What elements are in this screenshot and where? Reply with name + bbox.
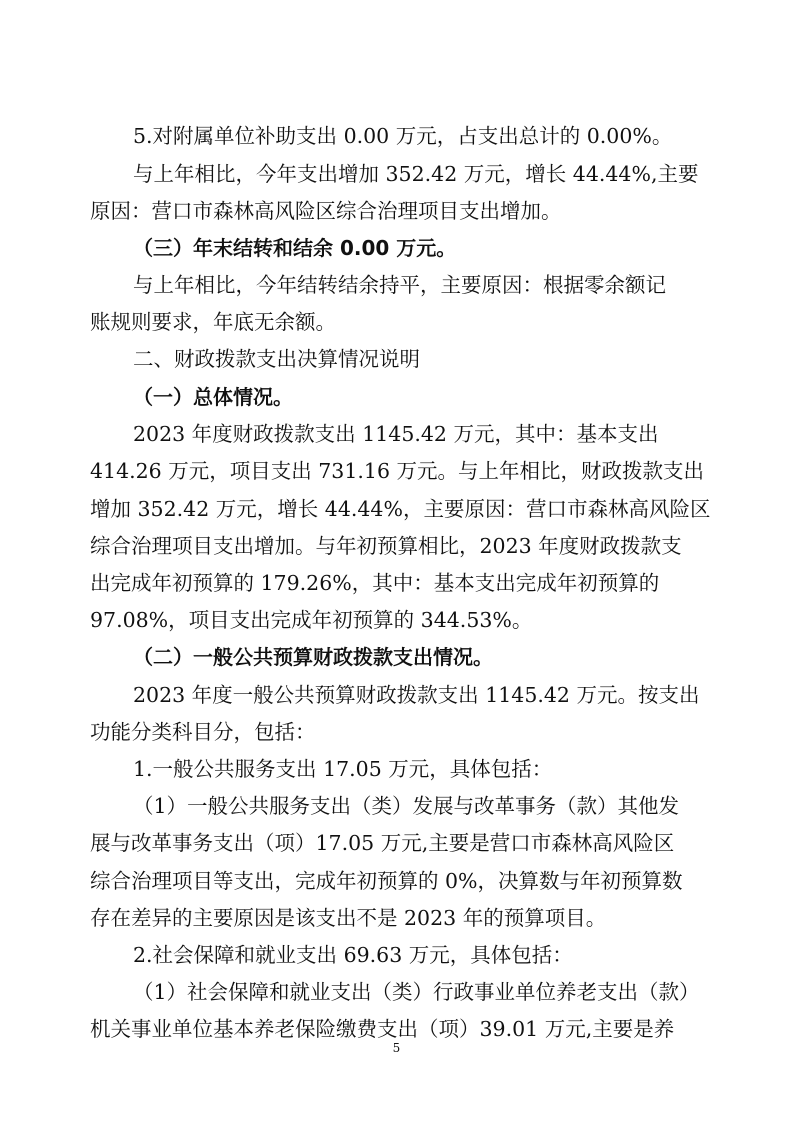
text-line: 综合治理项目等支出，完成年初预算的 0%，决算数与年初预算数 <box>90 869 683 893</box>
text-line: 综合治理项目支出增加。与年初预算相比，2023 年度财政拨款支 <box>90 534 682 558</box>
text-line: 1.一般公共服务支出 17.05 万元，具体包括： <box>133 757 553 781</box>
text-line: 账规则要求，年底无余额。 <box>90 310 336 334</box>
text-line: （1）社会保障和就业支出（类）行政事业单位养老支出（款） <box>133 980 700 1004</box>
text-line: 出完成年初预算的 179.26%，其中：基本支出完成年初预算的 <box>90 571 660 595</box>
paragraph-line <box>0 973 793 1011</box>
paragraph-line <box>0 899 793 937</box>
paragraph-line <box>0 862 793 900</box>
paragraph-line <box>0 192 793 230</box>
section-heading: （一）总体情况。 <box>133 385 293 409</box>
section-heading: （三）年末结转和结余 0.00 万元。 <box>133 236 457 260</box>
section-title: 二、财政拨款支出决算情况说明 <box>133 347 420 371</box>
text-line: 功能分类科目分，包括： <box>90 720 316 744</box>
text-line: 与上年相比，今年结转结余持平，主要原因：根据零余额记 <box>133 273 666 297</box>
text-line: 2023 年度财政拨款支出 1145.42 万元，其中：基本支出 <box>133 422 659 446</box>
text-line: 与上年相比，今年支出增加 352.42 万元，增长 44.44%,主要 <box>133 162 699 186</box>
paragraph-line <box>0 266 793 304</box>
paragraph-line <box>0 527 793 565</box>
text-line: 原因：营口市森林高风险区综合治理项目支出增加。 <box>90 199 562 223</box>
text-line: 2023 年度一般公共预算财政拨款支出 1145.42 万元。按支出 <box>133 683 700 707</box>
text-line: 414.26 万元，项目支出 731.16 万元。与上年相比，财政拨款支出 <box>90 459 705 483</box>
paragraph-line <box>0 601 793 639</box>
paragraph-line <box>0 155 793 193</box>
paragraph-line <box>0 229 793 267</box>
paragraph-line <box>0 638 793 676</box>
text-line: 机关事业单位基本养老保险缴费支出（项）39.01 万元,主要是养 <box>90 1017 675 1041</box>
text-line: 97.08%，项目支出完成年初预算的 344.53%。 <box>90 608 533 632</box>
text-line: 5.对附属单位补助支出 0.00 万元，占支出总计的 0.00%。 <box>133 124 673 148</box>
paragraph-line <box>0 378 793 416</box>
section-heading: （二）一般公共预算财政拨款支出情况。 <box>133 645 493 669</box>
paragraph-line <box>0 490 793 528</box>
text-line: （1）一般公共服务支出（类）发展与改革事务（款）其他发 <box>133 794 680 818</box>
paragraph-line <box>0 936 793 974</box>
paragraph-line <box>0 564 793 602</box>
paragraph-line <box>0 452 793 490</box>
page-number: 5 <box>392 1041 401 1055</box>
text-line: 展与改革事务支出（项）17.05 万元,主要是营口市森林高风险区 <box>90 831 675 855</box>
text-line: 存在差异的主要原因是该支出不是 2023 年的预算项目。 <box>90 906 607 930</box>
paragraph-line <box>0 303 793 341</box>
paragraph-line <box>0 787 793 825</box>
text-line: 2.社会保障和就业支出 69.63 万元，具体包括： <box>133 943 573 967</box>
paragraph-line <box>0 750 793 788</box>
paragraph-line <box>0 117 793 155</box>
paragraph-line <box>0 340 793 378</box>
paragraph-line <box>0 676 793 714</box>
text-line: 增加 352.42 万元，增长 44.44%，主要原因：营口市森林高风险区 <box>90 497 711 521</box>
paragraph-line <box>0 824 793 862</box>
paragraph-line <box>0 415 793 453</box>
paragraph-line <box>0 713 793 751</box>
